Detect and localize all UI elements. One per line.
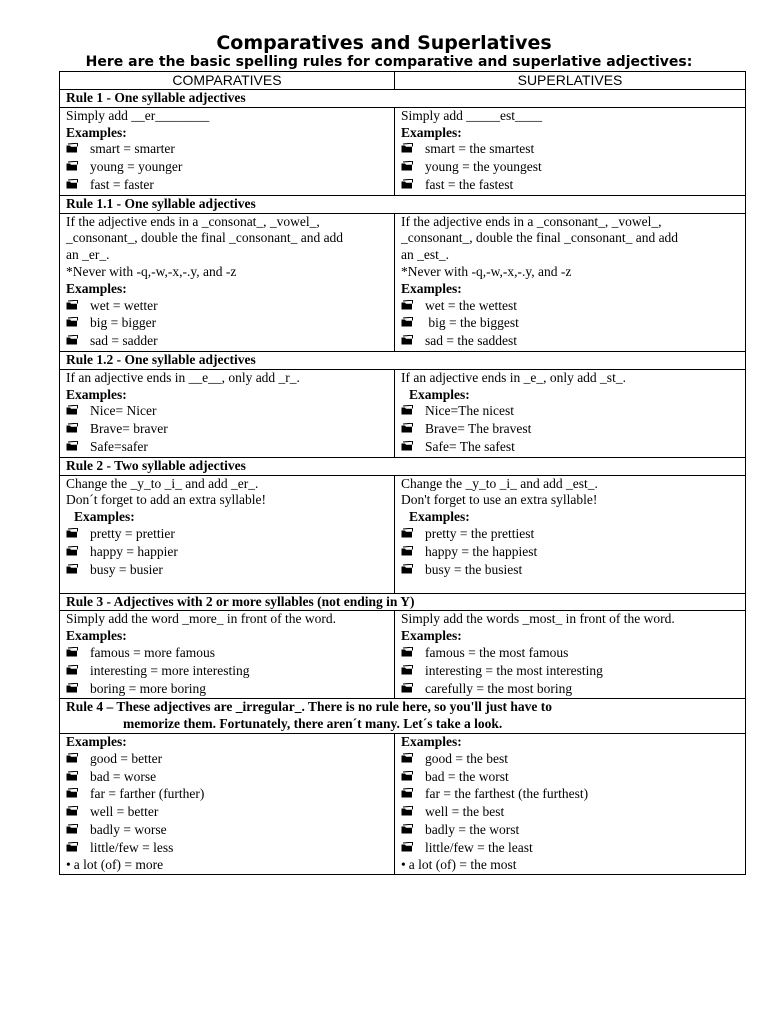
example-text: Brave= braver — [90, 421, 168, 437]
rule-text: Simply add the word _more_ in front of the word. — [66, 611, 336, 627]
folder-icon — [401, 545, 425, 562]
example-item — [401, 822, 739, 840]
example-text: little/few = less — [90, 839, 174, 855]
example-text: Safe= The safest — [425, 438, 515, 454]
example-item — [66, 141, 388, 159]
rule-heading: Rule 3 - Adjectives with 2 or more syllables (not ending in Y) — [60, 593, 746, 611]
column-header-superlatives: SUPERLATIVES — [395, 72, 746, 90]
comparative-cell — [60, 107, 395, 195]
example-item — [66, 439, 388, 457]
rule-heading-line: Rule 4 – These adjectives are _irregular_. There is no rule here, so you'll just have to — [66, 699, 552, 715]
comparative-cell — [60, 611, 395, 699]
rule-text: Simply add __er________ — [66, 107, 210, 123]
example-text: good = the best — [425, 750, 508, 766]
folder-icon — [401, 440, 425, 457]
example-text: interesting = more interesting — [90, 662, 250, 678]
example-item — [66, 159, 388, 177]
superlative-cell — [395, 213, 746, 351]
folder-icon — [66, 142, 90, 159]
folder-icon — [401, 770, 425, 787]
rule-heading: Rule 2 - Two syllable adjectives — [60, 457, 746, 475]
rule-heading-row — [60, 351, 746, 369]
example-text: badly = the worst — [425, 821, 520, 837]
example-text: young = younger — [90, 159, 183, 175]
rules-body — [60, 90, 746, 875]
folder-icon — [66, 299, 90, 316]
rule-text: If the adjective ends in a _consonant_, _vowel_, — [401, 213, 662, 229]
example-item — [66, 769, 388, 787]
superlative-cell — [395, 611, 746, 699]
example-text: well = better — [90, 804, 159, 820]
example-text: Safe=safer — [90, 438, 148, 454]
rule-heading-row — [60, 457, 746, 475]
comparative-cell — [60, 369, 395, 457]
examples-label: Examples: — [401, 733, 462, 749]
folder-icon — [66, 682, 90, 699]
folder-icon — [401, 299, 425, 316]
folder-icon — [401, 142, 425, 159]
rule-body-row — [60, 733, 746, 874]
example-item — [401, 786, 739, 804]
example-item — [66, 751, 388, 769]
example-item — [66, 645, 388, 663]
rule-heading-line: memorize them. Fortunately, there aren´t many. Let´s take a look. — [123, 716, 503, 732]
example-text: a lot (of) = more — [73, 857, 164, 873]
rule-heading-row — [60, 90, 746, 108]
comparative-cell — [60, 213, 395, 351]
folder-icon — [66, 422, 90, 439]
example-text: carefully = the most boring — [425, 680, 573, 696]
example-text: bad = worse — [90, 768, 157, 784]
example-item — [66, 333, 388, 351]
bullet-dot: • — [66, 857, 71, 873]
example-text: busy = busier — [90, 561, 163, 577]
folder-icon — [66, 563, 90, 580]
superlative-cell — [395, 475, 746, 593]
rule-text: Don´t forget to add an extra syllable! — [66, 492, 266, 508]
example-text: good = better — [90, 750, 163, 766]
example-text: far = the farthest (the furthest) — [425, 786, 589, 802]
example-item — [66, 421, 388, 439]
example-text: little/few = the least — [425, 839, 533, 855]
examples-label: Examples: — [409, 509, 470, 525]
example-item — [401, 544, 739, 562]
rule-body-row — [60, 369, 746, 457]
comparative-cell — [60, 733, 395, 874]
folder-icon — [66, 770, 90, 787]
example-text: smart = smarter — [90, 141, 175, 157]
superlative-cell — [395, 369, 746, 457]
folder-icon — [66, 787, 90, 804]
folder-icon — [66, 316, 90, 333]
rule-heading: Rule 1 - One syllable adjectives — [60, 90, 746, 108]
example-item — [401, 663, 739, 681]
example-item — [401, 141, 739, 159]
example-text: famous = more famous — [90, 644, 215, 660]
folder-icon — [401, 646, 425, 663]
example-text: smart = the smartest — [425, 141, 535, 157]
example-item — [66, 562, 388, 580]
folder-icon — [66, 841, 90, 858]
rule-text: _consonant_, double the final _consonant_ and add — [401, 230, 679, 246]
folder-icon — [66, 752, 90, 769]
example-text: fast = faster — [90, 176, 154, 192]
example-text: busy = the busiest — [425, 561, 523, 577]
example-item — [66, 403, 388, 421]
example-text: Nice=The nicest — [425, 403, 514, 419]
example-item — [66, 857, 388, 874]
rule-heading-row — [60, 593, 746, 611]
examples-label: Examples: — [401, 280, 462, 296]
rule-body-row — [60, 611, 746, 699]
examples-label: Examples: — [66, 628, 127, 644]
example-item — [66, 526, 388, 544]
folder-icon — [401, 805, 425, 822]
example-text: happy = the happiest — [425, 543, 538, 559]
rule-body-row — [60, 475, 746, 593]
example-text: sad = sadder — [90, 333, 158, 349]
example-item — [401, 315, 739, 333]
examples-label: Examples: — [74, 509, 135, 525]
example-item — [401, 681, 739, 699]
example-item — [66, 315, 388, 333]
folder-icon — [401, 563, 425, 580]
rule-heading-row — [60, 699, 746, 734]
example-text: a lot (of) = the most — [408, 857, 517, 873]
example-text: Brave= The bravest — [425, 421, 532, 437]
folder-icon — [401, 160, 425, 177]
folder-icon — [401, 752, 425, 769]
folder-icon — [401, 334, 425, 351]
rule-heading: Rule 1.2 - One syllable adjectives — [60, 351, 746, 369]
example-text: badly = worse — [90, 821, 167, 837]
folder-icon — [66, 646, 90, 663]
rule-text: If the adjective ends in a _consonat_, _vowel_, — [66, 213, 320, 229]
example-item — [401, 333, 739, 351]
examples-label: Examples: — [66, 733, 127, 749]
example-text: happy = happier — [90, 543, 178, 559]
example-text: famous = the most famous — [425, 644, 569, 660]
example-text: big = bigger — [90, 315, 157, 331]
rule-text: If an adjective ends in __e__, only add _r_. — [66, 369, 300, 385]
rule-heading — [60, 699, 746, 734]
folder-icon — [401, 787, 425, 804]
rule-text: Don't forget to use an extra syllable! — [401, 492, 598, 508]
example-item — [401, 769, 739, 787]
example-text: big = the biggest — [425, 315, 519, 331]
rule-text: Change the _y_to _i_ and add _est_. — [401, 475, 598, 491]
example-item — [401, 177, 739, 195]
folder-icon — [401, 404, 425, 421]
folder-icon — [66, 334, 90, 351]
examples-label: Examples: — [66, 280, 127, 296]
example-item — [66, 298, 388, 316]
example-item — [401, 439, 739, 457]
folder-icon — [401, 664, 425, 681]
example-text: far = farther (further) — [90, 786, 205, 802]
page-subtitle: Here are the basic spelling rules for comparative and superlative adjectives: — [85, 54, 693, 70]
example-text: young = the youngest — [425, 159, 542, 175]
example-item — [401, 403, 739, 421]
rule-text: an _est_. — [401, 247, 449, 263]
example-text: wet = the wettest — [425, 297, 517, 313]
example-item — [401, 562, 739, 580]
example-text: Nice= Nicer — [90, 403, 157, 419]
folder-icon — [401, 841, 425, 858]
example-item — [401, 298, 739, 316]
example-item — [66, 681, 388, 699]
folder-icon — [401, 682, 425, 699]
rule-text: If an adjective ends in _e_, only add _st_. — [401, 369, 626, 385]
folder-icon — [66, 664, 90, 681]
example-text: interesting = the most interesting — [425, 662, 603, 678]
folder-icon — [66, 440, 90, 457]
rule-text: Simply add the words _most_ in front of the word. — [401, 611, 675, 627]
example-item — [401, 804, 739, 822]
column-header-comparatives: COMPARATIVES — [60, 72, 395, 90]
superlative-cell — [395, 107, 746, 195]
folder-icon — [66, 527, 90, 544]
example-text: boring = more boring — [90, 680, 206, 696]
rule-heading-row — [60, 195, 746, 213]
page-title: Comparatives and Superlatives — [216, 32, 552, 54]
example-item — [401, 645, 739, 663]
rules-table — [59, 71, 746, 875]
folder-icon — [401, 527, 425, 544]
folder-icon — [401, 178, 425, 195]
rule-text: an _er_. — [66, 247, 110, 263]
example-text: bad = the worst — [425, 768, 509, 784]
example-item — [66, 786, 388, 804]
folder-icon — [401, 422, 425, 439]
bullet-dot: • — [401, 857, 406, 873]
folder-icon — [66, 805, 90, 822]
rule-text: *Never with -q,-w,-x,-.y, and -z — [66, 263, 237, 279]
example-text: pretty = the prettiest — [425, 525, 535, 541]
example-item — [401, 526, 739, 544]
example-item — [401, 159, 739, 177]
example-text: wet = wetter — [90, 297, 158, 313]
superlative-cell — [395, 733, 746, 874]
example-item — [66, 544, 388, 562]
rule-text: Simply add _____est____ — [401, 107, 542, 123]
example-item — [66, 663, 388, 681]
rule-text: _consonant_, double the final _consonant_ and add — [66, 230, 344, 246]
example-text: fast = the fastest — [425, 176, 514, 192]
folder-icon — [66, 404, 90, 421]
folder-icon — [66, 545, 90, 562]
example-item — [401, 421, 739, 439]
rule-text: Change the _y_to _i_ and add _er_. — [66, 475, 259, 491]
example-item — [401, 751, 739, 769]
folder-icon — [401, 823, 425, 840]
example-item — [401, 857, 739, 874]
rule-body-row — [60, 213, 746, 351]
examples-label: Examples: — [66, 386, 127, 402]
examples-label: Examples: — [66, 124, 127, 140]
comparative-cell — [60, 475, 395, 593]
example-text: pretty = prettier — [90, 525, 175, 541]
example-text: well = the best — [425, 804, 505, 820]
folder-icon — [401, 316, 425, 333]
example-text: sad = the saddest — [425, 333, 517, 349]
folder-icon — [66, 823, 90, 840]
examples-label: Examples: — [401, 124, 462, 140]
rule-heading: Rule 1.1 - One syllable adjectives — [60, 195, 746, 213]
example-item — [66, 822, 388, 840]
rule-text: *Never with -q,-w,-x,-.y, and -z — [401, 263, 572, 279]
example-item — [66, 840, 388, 858]
example-item — [66, 804, 388, 822]
example-item — [401, 840, 739, 858]
examples-label: Examples: — [409, 386, 470, 402]
folder-icon — [66, 160, 90, 177]
folder-icon — [66, 178, 90, 195]
example-item — [66, 177, 388, 195]
examples-label: Examples: — [401, 628, 462, 644]
rule-body-row — [60, 107, 746, 195]
